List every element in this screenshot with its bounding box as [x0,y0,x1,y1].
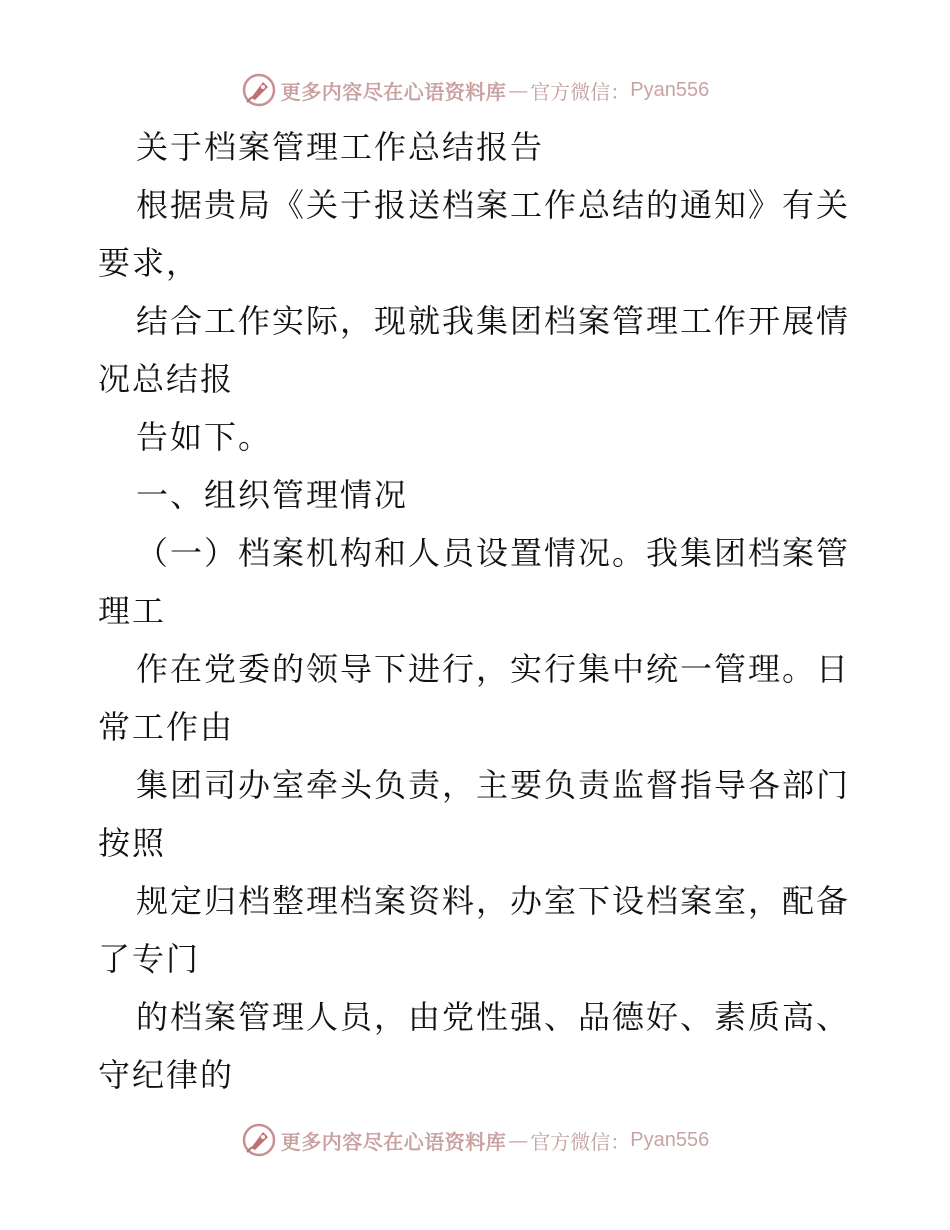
paragraph-line: 守纪律的 [98,1056,235,1094]
paragraph-line: 要求， [98,244,201,282]
header-watermark [0,70,950,110]
watermark-dash: — [508,1128,529,1152]
pen-nib-logo-icon [241,72,277,108]
paragraph-line: 了专门 [98,940,201,978]
paragraph-line: 根据贵局《关于报送档案工作总结的通知》有关 [136,186,851,224]
watermark-wechat-id: Pyan556 [630,1128,710,1151]
paragraph-line: 告如下。 [136,418,273,456]
watermark-wechat-label: 官方微信： [530,79,631,104]
watermark-dash: — [508,78,529,102]
paragraph-line: 作在党委的领导下进行，实行集中统一管理。日 [136,650,851,688]
pen-nib-logo-icon [241,1122,277,1158]
paragraph-line: 规定归档整理档案资料，办室下设档案室，配备 [136,882,851,920]
paragraph-line: 集团司办室牵头负责，主要负责监督指导各部门 [136,766,851,804]
paragraph-line: 常工作由 [98,708,235,746]
watermark-wechat-label: 官方微信： [530,1129,631,1154]
watermark-wechat-id: Pyan556 [630,78,710,101]
document-title: 关于档案管理工作总结报告 [136,128,545,166]
paragraph-line: 按照 [98,824,167,862]
section-heading: 一、组织管理情况 [136,476,409,514]
paragraph-line: （一）档案机构和人员设置情况。我集团档案管 [136,534,851,572]
footer-watermark [0,1120,950,1160]
paragraph-line: 况总结报 [98,360,235,398]
paragraph-line: 结合工作实际，现就我集团档案管理工作开展情 [136,302,851,340]
document-body [98,118,858,1104]
watermark-site-text: 更多内容尽在心语资料库 [280,1129,507,1154]
watermark-site-text: 更多内容尽在心语资料库 [280,79,507,104]
paragraph-line: 理工 [98,592,167,630]
paragraph-line: 的档案管理人员，由党性强、品德好、素质高、 [136,998,851,1036]
